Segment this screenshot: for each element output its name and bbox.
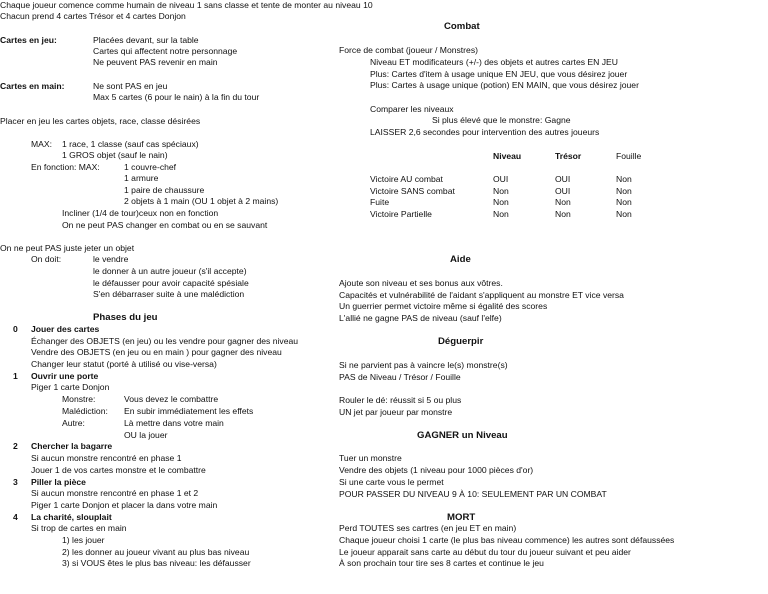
combat-table-cell: OUI	[555, 186, 571, 196]
placer-line: Placer en jeu les cartes objets, race, classe désirées	[0, 116, 201, 126]
jeter-doit-label: On doit:	[31, 254, 62, 264]
gagner-line: POUR PASSER DU NIVEAU 9 À 10: SEULEMENT PAR UN COMBAT	[339, 489, 607, 499]
combat-table-cell: OUI	[493, 174, 509, 184]
cartes-en-main-line: Ne sont PAS en jeu	[93, 81, 168, 91]
intro-line-2: Chacun prend 4 cartes Trésor et 4 cartes Donjon	[0, 11, 186, 21]
phase-4-sub-line: 3) si VOUS êtes le plus bas niveau: les défausser	[62, 558, 251, 568]
phase-line: Échanger des OBJETS (en jeu) ou les vendre pour gagner des niveau	[31, 336, 299, 346]
deguerpir-line: Rouler le dé: réussit si 5 ou plus	[339, 395, 462, 405]
combat-table-row-label: Fuite	[370, 197, 390, 207]
combat-laisser: LAISSER 2,6 secondes pour intervention des autres joueurs	[370, 127, 600, 137]
jeter-doit-line: S'en débarraser suite à une malédiction	[93, 289, 245, 299]
aide-line: Un guerrier permet victoire même si égalité des scores	[339, 301, 548, 311]
mort-line: Chaque joueur choisi 1 carte (le plus bas niveau commence) les autres sont défaussées	[339, 535, 675, 545]
jeter-doit-line: le défausser pour avoir capacité spésiale	[93, 278, 249, 288]
combat-table-cell: Non	[555, 209, 571, 219]
combat-table-header: Niveau	[493, 151, 522, 161]
combat-table-cell: Non	[555, 197, 571, 207]
combat-force-line: Niveau ET modificateurs (+/-) des objets et autres cartes EN JEU	[370, 57, 618, 67]
jeter-doit-line: le donner à un autre joueur (s'il accepte)	[93, 266, 247, 276]
intro-line-1: Chaque joueur comence comme humain de niveau 1 sans classe et tente de monter au niveau 10	[0, 0, 373, 10]
gagner-line: Vendre des objets (1 niveau pour 1000 pièces d'or)	[339, 465, 534, 475]
placer-max-line: 1 GROS objet (sauf le nain)	[62, 150, 168, 160]
placer-max-line: 1 race, 1 classe (sauf cas spéciaux)	[62, 139, 199, 149]
combat-table-cell: Non	[493, 209, 509, 219]
phase-1-malediction-label: Malédiction:	[62, 406, 108, 416]
aide-line: Capacités et vulnérabilité de l'aidant s'appliquent au monstre ET vice versa	[339, 290, 624, 300]
phase-number: 1	[13, 371, 18, 381]
phase-number: 2	[13, 441, 18, 451]
phase-4-sub-line: 2) les donner au joueur vivant au plus bas niveau	[62, 547, 250, 557]
placer-on-ne-peut: On ne peut PAS changer en combat ou en se sauvant	[62, 220, 268, 230]
placer-fonction-line: 1 couvre-chef	[124, 162, 177, 172]
placer-fonction-label: En fonction: MAX:	[31, 162, 100, 172]
gagner-line: Tuer un monstre	[339, 453, 402, 463]
combat-comparer: Comparer les niveaux	[370, 104, 454, 114]
phase-line: Jouer 1 de vos cartes monstre et le combattre	[31, 465, 206, 475]
phase-number: 3	[13, 477, 18, 487]
jeter-line: On ne peut PAS juste jeter un objet	[0, 243, 135, 253]
deguerpir-line: Si ne parvient pas à vaincre le(s) monstre(s)	[339, 360, 508, 370]
combat-table-row-label: Victoire SANS combat	[370, 186, 455, 196]
phase-line: Piger 1 carte Donjon	[31, 382, 110, 392]
combat-force: Force de combat (joueur / Monstres)	[339, 45, 478, 55]
cartes-en-jeu-line: Placées devant, sur la table	[93, 35, 199, 45]
mort-line: Le joueur apparait sans carte au début du tour du joueur suivant et peu aider	[339, 547, 631, 557]
phase-line: Si aucun monstre rencontré en phase 1 et 2	[31, 488, 199, 498]
combat-table-cell: Non	[616, 197, 632, 207]
combat-gagne: Si plus élevé que le monstre: Gagne	[432, 115, 571, 125]
phase-1-autre-value: OU la jouer	[124, 430, 168, 440]
phase-line: Vendre des OBJETS (en jeu ou en main ) pour gagner des niveau	[31, 347, 282, 357]
mort-line: À son prochain tour tire ses 8 cartes et continue le jeu	[339, 558, 544, 568]
mort-title: MORT	[447, 512, 476, 523]
combat-table-cell: Non	[616, 186, 632, 196]
placer-fonction-line: 2 objets à 1 main (OU 1 objet à 2 mains)	[124, 196, 279, 206]
phase-title: Jouer des cartes	[31, 324, 100, 334]
combat-title: Combat	[444, 21, 480, 32]
phase-1-monstre-label: Monstre:	[62, 394, 96, 404]
placer-fonction-line: 1 paire de chaussure	[124, 185, 205, 195]
cartes-en-jeu-line: Ne peuvent PAS revenir en main	[93, 57, 218, 67]
phase-1-autre-value: Là mettre dans votre main	[124, 418, 224, 428]
mort-line: Perd TOUTES ses cartres (en jeu ET en main)	[339, 523, 517, 533]
phase-title: Piller la pièce	[31, 477, 86, 487]
phase-line: Si aucun monstre rencontré en phase 1	[31, 453, 182, 463]
placer-incliner: Incliner (1/4 de tour)ceux non en fonction	[62, 208, 219, 218]
placer-fonction-line: 1 armure	[124, 173, 159, 183]
phase-1-monstre-value: Vous devez le combattre	[124, 394, 219, 404]
phase-line: Si trop de cartes en main	[31, 523, 127, 533]
phase-1-malediction-value: En subir immédiatement les effets	[124, 406, 254, 416]
cartes-en-main-label: Cartes en main:	[0, 81, 65, 91]
combat-force-line: Plus: Cartes d'item à usage unique EN JEU, que vous désirez jouer	[370, 69, 628, 79]
jeter-doit-line: le vendre	[93, 254, 129, 264]
aide-line: Ajoute son niveau et ses bonus aux vôtres.	[339, 278, 503, 288]
deguerpir-line: PAS de Niveau / Trésor / Fouille	[339, 372, 461, 382]
phase-line: Changer leur statut (porté à utilisé ou vise-versa)	[31, 359, 217, 369]
phase-line: Piger 1 carte Donjon et placer la dans votre main	[31, 500, 218, 510]
combat-force-line: Plus: Cartes à usage unique (potion) EN MAIN, que vous désirez jouer	[370, 80, 639, 90]
combat-table-cell: Non	[616, 174, 632, 184]
cartes-en-main-line: Max 5 cartes (6 pour le nain) à la fin du tour	[93, 92, 260, 102]
phase-title: Ouvrir une porte	[31, 371, 99, 381]
combat-table-cell: Non	[616, 209, 632, 219]
combat-table-cell: Non	[493, 186, 509, 196]
phase-4-sub-line: 1) les jouer	[62, 535, 105, 545]
combat-table-cell: Non	[493, 197, 509, 207]
cartes-en-jeu-line: Cartes qui affectent notre personnage	[93, 46, 238, 56]
aide-line: L'allié ne gagne PAS de niveau (sauf l'elfe)	[339, 313, 502, 323]
gagner-line: Si une carte vous le permet	[339, 477, 444, 487]
combat-table-cell: OUI	[555, 174, 571, 184]
placer-max-label: MAX:	[31, 139, 53, 149]
combat-table-header: Trésor	[555, 151, 582, 161]
phase-title: La charité, slouplait	[31, 512, 112, 522]
gagner-title: GAGNER un Niveau	[417, 430, 508, 441]
combat-table-row-label: Victoire AU combat	[370, 174, 443, 184]
phases-title: Phases du jeu	[93, 312, 158, 323]
phase-number: 0	[13, 324, 18, 334]
aide-title: Aide	[450, 254, 471, 265]
deguerpir-title: Déguerpir	[438, 336, 484, 347]
phase-title: Chercher la bagarre	[31, 441, 113, 451]
cartes-en-jeu-label: Cartes en jeu:	[0, 35, 57, 45]
combat-table-row-label: Victoire Partielle	[370, 209, 432, 219]
phase-1-autre-label: Autre:	[62, 418, 85, 428]
phase-number: 4	[13, 512, 18, 522]
combat-table-header: Fouille	[616, 151, 642, 161]
deguerpir-line: UN jet par joueur par monstre	[339, 407, 453, 417]
